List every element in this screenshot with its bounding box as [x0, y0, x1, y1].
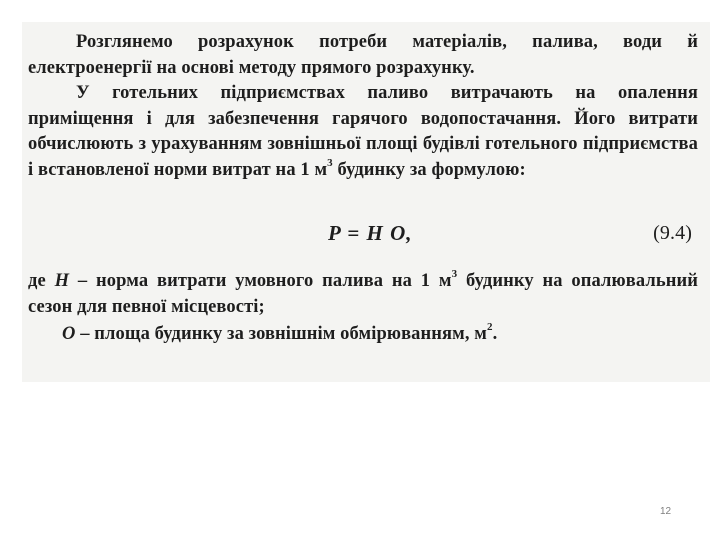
- definition-h-end: будинку на опалювальний сезон для певної місцевості;: [28, 271, 698, 317]
- formula: P = H O,: [328, 221, 413, 245]
- variable-o: O: [62, 324, 76, 344]
- paragraph-fuel: [28, 81, 698, 183]
- variable-h: H: [54, 271, 70, 291]
- definition-h: [28, 269, 698, 320]
- paragraph-fuel-text: У готельних підприємствах паливо витрачають на опалення приміщення і для забезпечення гарячого водопостачання. Його витрати обчислюють з урахуванням зовнішньої площі будівлі готельного підприємства і встановленої норми витрат на 1 м: [28, 83, 698, 180]
- definition-o-end: .: [492, 324, 498, 344]
- scanned-page-image: [22, 22, 710, 382]
- superscript-square: 2: [487, 321, 493, 333]
- definition-o: [62, 322, 698, 348]
- superscript-cubic: 3: [327, 156, 333, 169]
- page-number: 12: [660, 506, 672, 517]
- definition-prefix: де: [28, 271, 55, 291]
- paragraph-intro: Розглянемо розрахунок потреби матеріалів, палива, води й електроенергії на основі методу прямого розрахунку.: [28, 32, 698, 78]
- equation-number: (9.4): [653, 222, 692, 244]
- superscript-cubic-2: 3: [451, 268, 458, 280]
- definition-h-text: – норма витрати умовного палива на 1 м: [69, 271, 452, 291]
- paragraph-fuel-end: будинку за формулою:: [332, 159, 526, 180]
- formula-row: [28, 221, 698, 251]
- definition-o-text: – площа будинку за зовнішнім обмірюванням, м: [75, 324, 488, 344]
